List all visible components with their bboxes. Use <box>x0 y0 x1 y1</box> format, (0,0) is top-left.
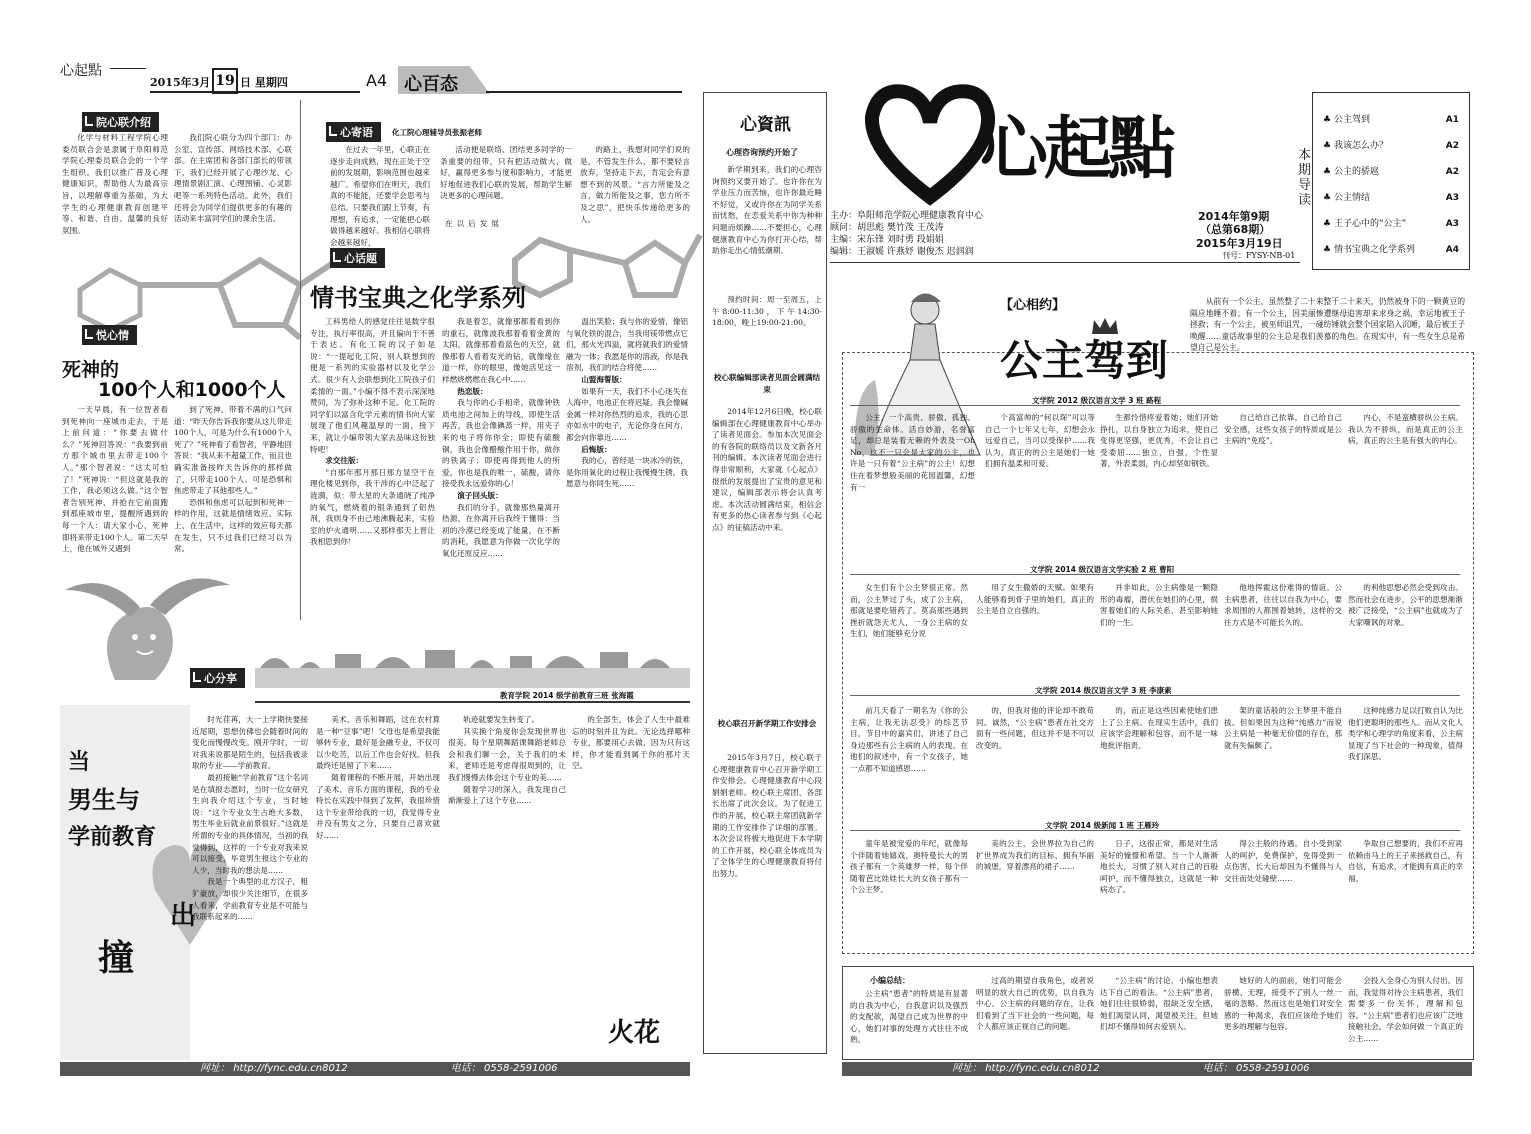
huati-col3: 温出笑脸；我与你的爱情，像铝与氧化铁的混合，当我用镁带燃点它们，那火光四溢，就将就我们的爱情融为一体；我愿是你的溶液，你是我溶剂，我们的结合将使…… 山盟海誓版： 如果有一天，我们不小心迷失在人海中，电池正在将迟疑，我会像碱金属一样对你热烈的追求，我的心思亦如水中的电子，无论你身在何方，都会向你靠近…… 后悔版： 我的心，曾经是一块冰冷的铁，是你用氧化的过程让我慢慢生锈，我愿意与你同生死…… <box>566 317 688 489</box>
summary-col1: 公主病“患者”的特质是有显著的自我为中心，自我意识以及强烈的支配欲，渴望自己成为世界的中心，她们对事的处理方式往往不成熟。 <box>850 989 968 1045</box>
guide-label: 本期导读 <box>1298 148 1312 208</box>
yueqing-title-2: 100个人和1000个人 <box>98 379 286 401</box>
logo-text: 心起點 <box>980 110 1173 189</box>
masthead-editors: 编辑：王淑媛 许燕妤 谢俊杰 迟润润 <box>830 247 974 257</box>
fenxiang-byline: 教育学院 2014 级学前教育三班 张海霞 <box>500 691 634 700</box>
a4-col5: 争取自己想要的，我们不应再依赖由马上的王子来拯救自己，有自信，有追求，才能拥有真正的幸福。 <box>1348 839 1463 883</box>
feature-title: 公主驾到 <box>1000 336 1169 385</box>
toc-item-page: A4 <box>1445 245 1459 255</box>
a3-col3: 的，而正是这些因素使她们患上了公主病。在现实生活中，我们应该学会理解和包容，而不是一味地批评指责。 <box>1100 706 1218 750</box>
huati-title: 情书宝典之化学系列 <box>310 284 526 312</box>
a2-col5: 的利他思想必然会受到攻击。然而社会在进步，公平的思想渐渐被广泛接受，“公主病”也就成为了大家嘲讽的对象。 <box>1348 583 1463 627</box>
a2-rule <box>850 574 1460 575</box>
page-name: 心百态 <box>404 74 458 95</box>
xinji-byline: 化工院心理辅导员张振老师 <box>392 128 482 137</box>
a3-rule <box>850 695 1460 696</box>
toc-item-title: ♣ 王子心中的“公主” <box>1323 219 1407 229</box>
side-title-nansheng: 男生与 <box>68 786 140 814</box>
toc-item-title: ♣ 公主情结 <box>1323 193 1370 203</box>
fenxiang-col3: 轨迹就要发生转变了。 其实换个角度你会发现世界也很美。每个星期舞蹈课舞蹈老师总会和我们聊一会，关于我们的未来，老师还是考虑得很周到的，让我们慢慢去体会这个专业的美…… 随着学习的深入，我发现自己渐渐爱上了这个专业…… <box>448 715 566 806</box>
toc-box <box>1312 92 1470 270</box>
toc-item-page: A1 <box>1445 115 1459 125</box>
news3-title: 校心联召开新学期工作安排会 <box>717 719 817 728</box>
summary-col3: “公主病”的讨论，小编也想表达下自己的看法。“公主病”患者，她们往往很娇弱，很缺乏安全感，她们渴望认同，渴望被关注，但她们却不懂得如何去爱别人。 <box>1100 976 1218 1032</box>
news2-body: 2014年12月6日晚，校心联编辑部在心理健康教育中心举办了读者见面会。参加本次见面会的有各院的联络员以及文新各月刊的编辑。本次读者见面会进行得非常顺利，大家就《心起点》报纸的发展提出了宝贵的意见和建议，编辑部表示将会认真考虑。本次活动圆满结束，相信会有更多的热心读者参与到《心起点》的征稿活动中来。 <box>712 407 822 532</box>
a4-byline: 文学院 2014 级新闻 1 班 王雁玲 <box>1045 821 1160 830</box>
a3-col5: 这种纯感力足以打败自认为比他们更聪明的那些人。而从文化人类学和心理学的角度来看，公主病显现了当下社会的一种现象，值得我们深思。 <box>1348 706 1463 762</box>
footer-url-link[interactable]: http://fync.edu.cn8012 <box>985 1063 1100 1074</box>
footer-tel: 0558-2591006 <box>1235 1063 1310 1074</box>
xinyue-tag: 【心相约】 <box>1000 298 1066 313</box>
toc-item[interactable] <box>1323 107 1459 133</box>
header-line-right <box>486 91 682 93</box>
news3-body: 2015年3月7日，校心联于心理健康教育中心召开新学期工作安排会。心理健康教育中心段娟娟老师、校心联主席团、各部长出席了此次会议。为了促进工作的开展，校心联主席团就新学期的工作安排作了详细的部署。本次会议将极大地促进下本学期的工作开展，校心联全体成员为了全体学生的心理健康教育将付出努力。 <box>712 753 822 878</box>
yueqing-col1: 一天早晨，有一位智者看到死神向一座城市走去，于是上前问道：“你要去做什么？”死神回答说：“我要到前方那个城市里去带走100个人。”那个智者说：“这太可怕了！”死神说：“但这就是我的工作，我必须这么做。”这个智者告别死神，并抢在它前面跑到那座城市里，提醒所遇到的每一个人：请大家小心，死神即将来带走100个人。第二天早上，他在城外又遇到 <box>62 405 168 554</box>
news1-body: 新学期到来，我们的心理咨询预约又要开始了。也许你在为学业压力而苦恼，也许你最近睡不好觉，又或许你在为同学关系而忧愁，在恋爱关系中你为种种问题而烦躁……不要担心，心理健康教育中心为你打开心结，帮助你走出心情低潮期。 <box>712 165 822 256</box>
a2-col3: 并非如此，公主病像是一颗隐形的毒瘤，潜伏在她们的心里，损害着她们的人际关系，甚至影响她们的一生。 <box>1100 583 1218 627</box>
masthead-rule <box>830 262 1300 263</box>
a3-col2: 的，但我对他的评论却不敢苟同。诚然，“公主病”患者在社交方面有一些问题，但这并不是不可以改变的。 <box>976 706 1094 750</box>
date-line: 2015年3月 <box>150 76 211 89</box>
a3-col4: 架的童话般的公主梦里不能自拔。但如果因为这种“纯感力”而说公主病是一种毫无价值的存在，那就有失偏颇了。 <box>1224 706 1342 750</box>
fenxiang-rule <box>255 701 690 703</box>
toc-item[interactable] <box>1323 133 1459 159</box>
a4-col3: 日子，这很正常，都是对生活美好的憧憬和希望。当一个人渐渐地长大，习惯了别人对自己的百般呵护，而不懂得独立，这就是一种病态了。 <box>1100 839 1218 895</box>
summary-col2: 过高的期望自我角色，或者说明显的放大自己的优势，以自我为中心。公主病的问题的存在，让我们看到了当下社会的一些问题，每个人都应该正视自己的问题。 <box>976 976 1094 1032</box>
tag-fenxiang: 心分享 <box>190 668 245 688</box>
header-rule <box>110 68 146 69</box>
fenxiang-col1: 时光荏苒，大一上学期快要接近尾期，思想仿佛也会随着时间的变化而慢慢改变。刚开学时，一切对我来说都是陌生的，包括我被录取的专业——学前教育。 最初接触“学前教育”这个名词是在填报志愿时，当时一位女研究生向我介绍这个专业，当时她说：“这个专业女生占绝大多数，男生毕业后就业前景很好。”这就是所谓的专业的具体情况，当初的我觉得到，这样的一个专业对我来说可以接受，毕竟男生报这个专业的人少，当时我的想法是…… 我是一个典型的北方汉子，粗犷豪放，却很少关注细节，在很多人看来，学前教育专业是不可能与我联系起来的…… <box>192 715 308 922</box>
lianhe-col1: 化学与材料工程学院心理委员联合会是隶属于阜阳师范学院心理委员联合会的一个学生组织。我们以推广普及心理健康知识，帮助他人为最高宗旨，以理解尊重为基础，为大学生的心理健康教育创建平等、和谐、自由、温馨的良好氛围。 <box>62 133 168 235</box>
tag-lianhe: 院心联介绍 <box>82 112 159 132</box>
toc-item-title: ♣ 公主驾到 <box>1323 115 1370 125</box>
toc-item[interactable] <box>1323 211 1459 237</box>
yueqing-col2: 到了死神，带着不满的口气问道：“昨天你告诉我你要从这儿带走100个人，可是为什么有1000个人死了？”死神看了看智者，平静地回答说：“我从来不超量工作，而且也确实准备按昨天告诉你的那样做了，只带走100个人。可是恐惧和焦虑带走了其他那些人。” 恐惧和焦虑可以起到和死神一样的作用，这就是情绪效应。实际上，在生活中，这样的效应每天都在发生，只不过我们已经习以为常。 <box>174 405 292 554</box>
footer-tel: 0558-2591006 <box>483 1063 558 1074</box>
footer-tel-label: 电话： <box>450 1063 481 1074</box>
news2-title: 校心联编辑部读者见面会圆满结束 <box>713 373 821 394</box>
issue-number: 2014年第9期 <box>1198 210 1270 223</box>
brand-mark: 心起點 <box>60 63 102 79</box>
summary-col4: 她好的人的面前，她们可能会骄横、无理，接受不了别人一丝一毫的忽略。然而这也是她们对安全感的一种渴求，我们应该给予她们更多的理解与包容。 <box>1224 976 1342 1032</box>
footer-tel-label: 电话： <box>1202 1063 1233 1074</box>
tag-xinji: 心寄语 <box>326 122 381 142</box>
side-title-xueqian: 学前教育 <box>68 825 157 850</box>
a1-col3: 生都怜惜疼爱着她；她们开始挣扎，以自身独立为追求，使自己变得更坚强，更优秀，不会让自己受委屈……独立，自强，个性显著，外表柔弱，内心却坚如钢铁。 <box>1100 413 1218 469</box>
a1-col1: 公主，一个高贵、骄傲、孤独、骄傲的生命体。活自妙游，名誉富足，却总是装着无赖的外表及一Oh No，这不一只会是大家的公主，也许是一只有着“公主病”的公主！幻想往在着梦想般美丽的花园温馨，幻想有一 <box>850 413 975 492</box>
side-title-chu: 出 <box>170 901 197 931</box>
masthead-editor-chief: 主编：宋东锋 刘时勇 段娟娟 <box>830 235 944 245</box>
fenxiang-col2: 美术、音乐和舞蹈，这在农村算是一种“豆事”吧！父母也是希望我能够转专业，最好是金融专业，不仅可以少吃苦，以后工作也会好找。但我最终还是留了下来…… 随着课程的不断开展，开始出现了美术、音乐方面的课程，我的专业特长在实践中得到了发挥，我很珍惜这个专业带给我的一切，我觉得专业并没有男女之分，只要自己喜欢就好…… <box>316 715 440 840</box>
huati-col1: 工科男给人的感觉往往是数学很专注，执行率很高，并且偏向于不善于表达。有化工院的汉子如是说：“一提起化工院，别人联想到的便是一系列的实验器材以及化学公式。很少有人会联想到化工院孩子们柔情的一面。”小编不得不表示深深地赞同，为了弥补这种不足。化工院的同学们以富含化学元素的情书向大家展现了他们风趣温厚的一面，接下来，就让小编带领大家去品味这份独特吧！ 求交往版： “自那年那月那日那方显空干在理化楼见到你，我干涉的心中泛起了涟漪，似：带大星的大条通晓了纯净的氧气，燃烧着的银条通到了铝热剂，我则身不由己地沸腾起来，实验室的炉火通明……又那样那天上晋让我相思到你！ <box>310 317 435 547</box>
lianhe-col2: 我们院心联分为四个部门：办公室、宣传部、网络技术部、心联部。在主席团和各部门部长的带领下，我们已经开展了心理沙龙、心理情景剧汇演、心理图铺、心灵影吧等一系列特色活动。此外，我们还将会为同学们提供更多的有趣的活动来丰富同学们的课余生活。 <box>174 133 292 224</box>
masthead-advisor: 顾问：胡思彪 樊竹茂 王茂涛 <box>830 223 944 233</box>
a1-col4: 自己给自己依靠，自己给自己安全感，这些女孩子的特质或是公主病的“免疫”。 <box>1224 413 1342 446</box>
a3-byline: 文学院 2014 级汉语言文学 3 班 李康素 <box>1035 686 1172 695</box>
a3-col1: 前几天看了一期名为《你的公主病，让我无法忍受》的综艺节目，节目中的嘉宾们，讲述了自己身边那些有公主病的人的表现。在他们的叙述中，有一个女孩子，她一点都不知道感恩…… <box>850 706 968 773</box>
toc-item[interactable] <box>1323 159 1459 185</box>
a4-col1: 童年是被宠爱的年纪，就像每个伴随着她嬉戏、奥特曼长大的男孩子都有一个英雄梦一样，每个伴随着芭比娃娃长大的女孩子都有一个公主梦。 <box>850 839 968 895</box>
side-title-dang: 当 <box>68 750 91 775</box>
yueqing-title-1: 死神的 <box>62 359 120 381</box>
a4-col4: 得公主般的待遇。自小受到家人的呵护，免费保护，免得受到一点伤害，长大后却因为不懂得与人交往而处处碰壁…… <box>1224 839 1342 883</box>
footer-left <box>60 1062 690 1076</box>
issue-date: 2015年3月19日 <box>1196 237 1283 250</box>
a1-byline: 文学院 2012 级汉语言文学 3 班 路程 <box>1032 396 1162 405</box>
side-title-zhuang: 撞 <box>98 938 135 979</box>
xinji-col3: 的路上，我想对同学们说的是，不管发生什么，都不要轻言放弃，坚持走下去，肯定会有意想不到的风景。“言力所能及之言，做力所能及之事，您力所不及之思”，把快乐传递给更多的人。 <box>580 145 690 224</box>
toc-item-title: ♣ 公主的骄扈 <box>1323 167 1379 177</box>
a1-col2: 个高富帅的“何以琛”可以等自己一个七年又七年，幻想会永远爱自己，当可以受保护……我认为，真正的的公主是她们一她们拥有温柔和可爱。 <box>985 413 1095 469</box>
xinji-col4: 在以后发展 <box>445 219 503 228</box>
footer-right <box>842 1062 1472 1076</box>
col-divider-left <box>300 100 301 620</box>
toc-item[interactable] <box>1323 237 1459 263</box>
logo-heart-icon <box>860 82 1000 202</box>
footer-url-link[interactable]: http://fync.edu.cn8012 <box>233 1063 348 1074</box>
a2-col4: 他地挥霍这份难得的情谊。公主病患者，往往以自我为中心，要求周围的人都围着她转，这样的交往方式是不可能长久的。 <box>1224 583 1342 627</box>
tag-yueqing: 悦心情 <box>82 325 137 345</box>
toc-item-title: ♣ 情书宝典之化学系列 <box>1323 245 1415 255</box>
a4-rule <box>850 830 1460 831</box>
xinji-col2: 活动便是联络、团结更多同学的一条重要的纽带，只有把活动做大，做好，赢得更多参与度和影响力，才能更好地促进我们心联的发展，帮助学生解决更多的心理问题。 <box>440 145 572 201</box>
tag-huati: 心话题 <box>330 248 385 268</box>
fenxiang-col4: 的全部生，体会了人生中最难忘的时刻并且为此。无论选择哪种专业，都要用心去做，因为只有这样，你才能看到属于你的那片天空。 <box>572 715 690 771</box>
toc-item-title: ♣ 我该怎么办？ <box>1323 141 1388 151</box>
news1-time: 预约时间：周一至周五，上午8:00-11:30，下午14:30-18:00，晚上19:00-21:00。 <box>712 295 822 328</box>
sprout-mascot-graphic <box>55 545 235 685</box>
a4-col2: 美的公主，会世界拉为自己的扩世界成为我们的目标，拥有华丽的城堡，穿着漂亮的裙子…… <box>976 839 1094 872</box>
feature-intro: 从前有一个公主，虽然整了二十来整于二十来天，仍然被身下的一颗黄豆的隔应地睡不着；有一个公主，因美丽惨遭继母追害却来求身之祸，幸运地被王子拯救；有一个公主，被巫师诅咒，一碰纺锤就会整个国家陷入沉睡，最后被王子唤醒……童话故事里的公主总是我们羡慕的角色。在现实中，有一些女生总是希望自己是公主。 <box>1190 297 1465 353</box>
news1-title: 心理咨询预约开始了 <box>726 148 798 157</box>
summary-tag: 小编总结： <box>870 976 910 985</box>
a2-byline: 文学院 2014 级汉语言文学实验 2 班 曹阳 <box>1030 565 1175 574</box>
footer-url-label: 网址： <box>952 1063 982 1074</box>
day-box: 19 <box>212 68 238 94</box>
molecule-graphic-left <box>60 230 350 340</box>
a2-col2: 用了女生撒娇的天赋。如果有人能够看到骨子里的她们，真正的公主是自立自强的。 <box>976 583 1094 616</box>
summary-col5: 会投入全身心为别人付出。因而，我觉得对待公主病患者，我们需要多一份关怀，理解和包容。“公主病”患者们也应该广泛地接触社会，学会如何做一个真正的公主…… <box>1348 976 1463 1043</box>
issue-total: （总第68期） <box>1200 223 1271 236</box>
footer-url-label: 网址： <box>200 1063 230 1074</box>
a1-col5: 内心，不是蛮横骄纵公主病。我认为不骄纵，而是真正的公主病，真正的公主是有强大的内心。 <box>1348 413 1463 446</box>
masthead-info <box>830 210 1170 258</box>
molecule-graphic-right <box>500 205 700 305</box>
middle-title: 心資訊 <box>740 115 791 135</box>
page-code: A4 <box>366 71 388 90</box>
toc-item[interactable] <box>1323 185 1459 211</box>
toc-item-page: A3 <box>1445 219 1459 229</box>
weekday: 日 星期四 <box>240 76 288 89</box>
header-underline <box>150 91 360 93</box>
toc-item-page: A2 <box>1445 167 1459 177</box>
masthead-host: 主办：阜阳师范学院心理健康教育中心 <box>830 211 984 221</box>
huati-col2: 我是着怎，就像那都着看到你的重石，就像波我那着看着金黄的太阳，就像那着看蓝色的天空，就像那着人看着发光的钻，就像缘在道一样，你的眼里，像她活见这一样燃烧燃燃在我心中…… 热恋版： 我与你的心手相牵，就像钟铁质电池之间加上的导线，即使生活再苦，我也会像碘蒸一样，用夹子来的电子将你你全；即使有硫酸铜，我也会像醋酸作用于你，做你的铁离子；即使再得到他人的所爱，你也是我的唯一，硫酸，请你接受我永远爱你的心！ 演子回头版： 我们的分手，就像那热量离开热源，在你离开后我终于懂得：当初的冷漠已经变成了能量，在不断的消耗，我愿意为你做一次化学的氧化还原反应…… <box>442 317 560 558</box>
a2-col1: 女生们有个公主梦很正常。然而，公主梦过了头，成了公主病，那就是要吃错药了。莫高那些遇到挫折就怨天尤人，一身公主病的女生们，她们能够充分说 <box>850 583 968 639</box>
side-title-huohua: 火花 <box>608 1018 661 1048</box>
toc-item-page: A3 <box>1445 193 1459 203</box>
xinji-col1: 在过去一年里，心联正在逐步走向成熟，现在正处于空前的发展期，影响范围也越来越广。希望你们在明天，我们真的不能能，还要学会思考与总结。只要我们跟上节奏，有理想，有追求，一定能把心联做得越来越好。我相信心联将会越来越好， <box>330 145 430 247</box>
kanhao: 刊号：FYSY-NB-01 <box>1222 251 1296 260</box>
toc-item-page: A2 <box>1445 141 1459 151</box>
a1-rule <box>850 405 1460 406</box>
town-banner-graphic <box>255 640 690 688</box>
